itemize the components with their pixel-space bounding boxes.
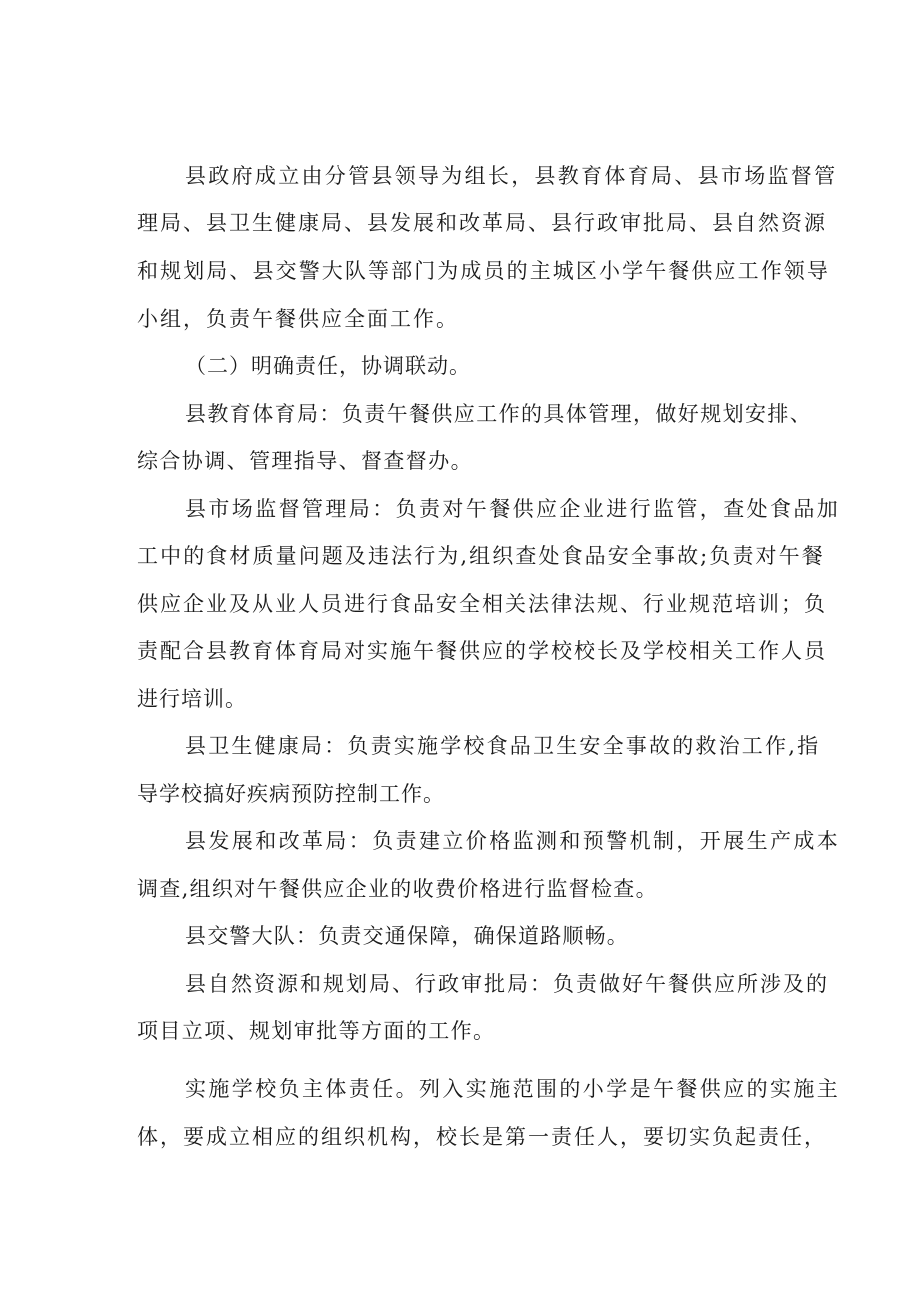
- text-line: 供应企业及从业人员进行食品安全相关法律法规、行业规范培训；负: [137, 592, 827, 616]
- text-line: 进行培训。: [137, 687, 247, 711]
- text-line: 调查,组织对午餐供应企业的收费价格进行监督检查。: [137, 877, 658, 901]
- text-line: 县政府成立由分管县领导为组长，县教育体育局、县市场监督管: [185, 164, 838, 188]
- text-line: 县市场监督管理局：负责对午餐供应企业进行监管，查处食品加: [185, 497, 841, 521]
- text-line: 实施学校负主体责任。列入实施范围的小学是午餐供应的实施主: [185, 1077, 841, 1101]
- text-line: 小组，负责午餐供应全面工作。: [137, 307, 459, 331]
- text-line: 县交警大队：负责交通保障，确保道路顺畅。: [185, 924, 629, 948]
- text-line: 理局、县卫生健康局、县发展和改革局、县行政审批局、县自然资源: [137, 211, 827, 235]
- text-line: 责配合县教育体育局对实施午餐供应的学校校长及学校相关工作人员: [137, 639, 827, 663]
- text-line: 项目立项、规划审批等方面的工作。: [137, 1019, 496, 1043]
- text-line: 县发展和改革局：负责建立价格监测和预警机制，开展生产成本: [185, 829, 841, 853]
- text-line: 综合协调、管理指导、督查督办。: [137, 449, 473, 473]
- text-line: 县卫生健康局：负责实施学校食品卫生安全事故的救治工作,指: [185, 734, 821, 758]
- text-line: 体，要成立相应的组织机构，校长是第一责任人，要切实负起责任，: [137, 1125, 827, 1149]
- text-line: 县自然资源和规划局、行政审批局：负责做好午餐供应所涉及的: [185, 972, 829, 996]
- section-heading: （二）明确责任，协调联动。: [185, 354, 471, 378]
- text-line: 和规划局、县交警大队等部门为成员的主城区小学午餐供应工作领导: [137, 259, 830, 283]
- text-line: 县教育体育局：负责午餐供应工作的具体管理，做好规划安排、: [185, 402, 813, 426]
- text-line: 工中的食材质量问题及违法行为,组织查处食品安全事故;负责对午餐: [137, 544, 825, 568]
- text-line: 导学校搞好疾病预防控制工作。: [137, 782, 445, 806]
